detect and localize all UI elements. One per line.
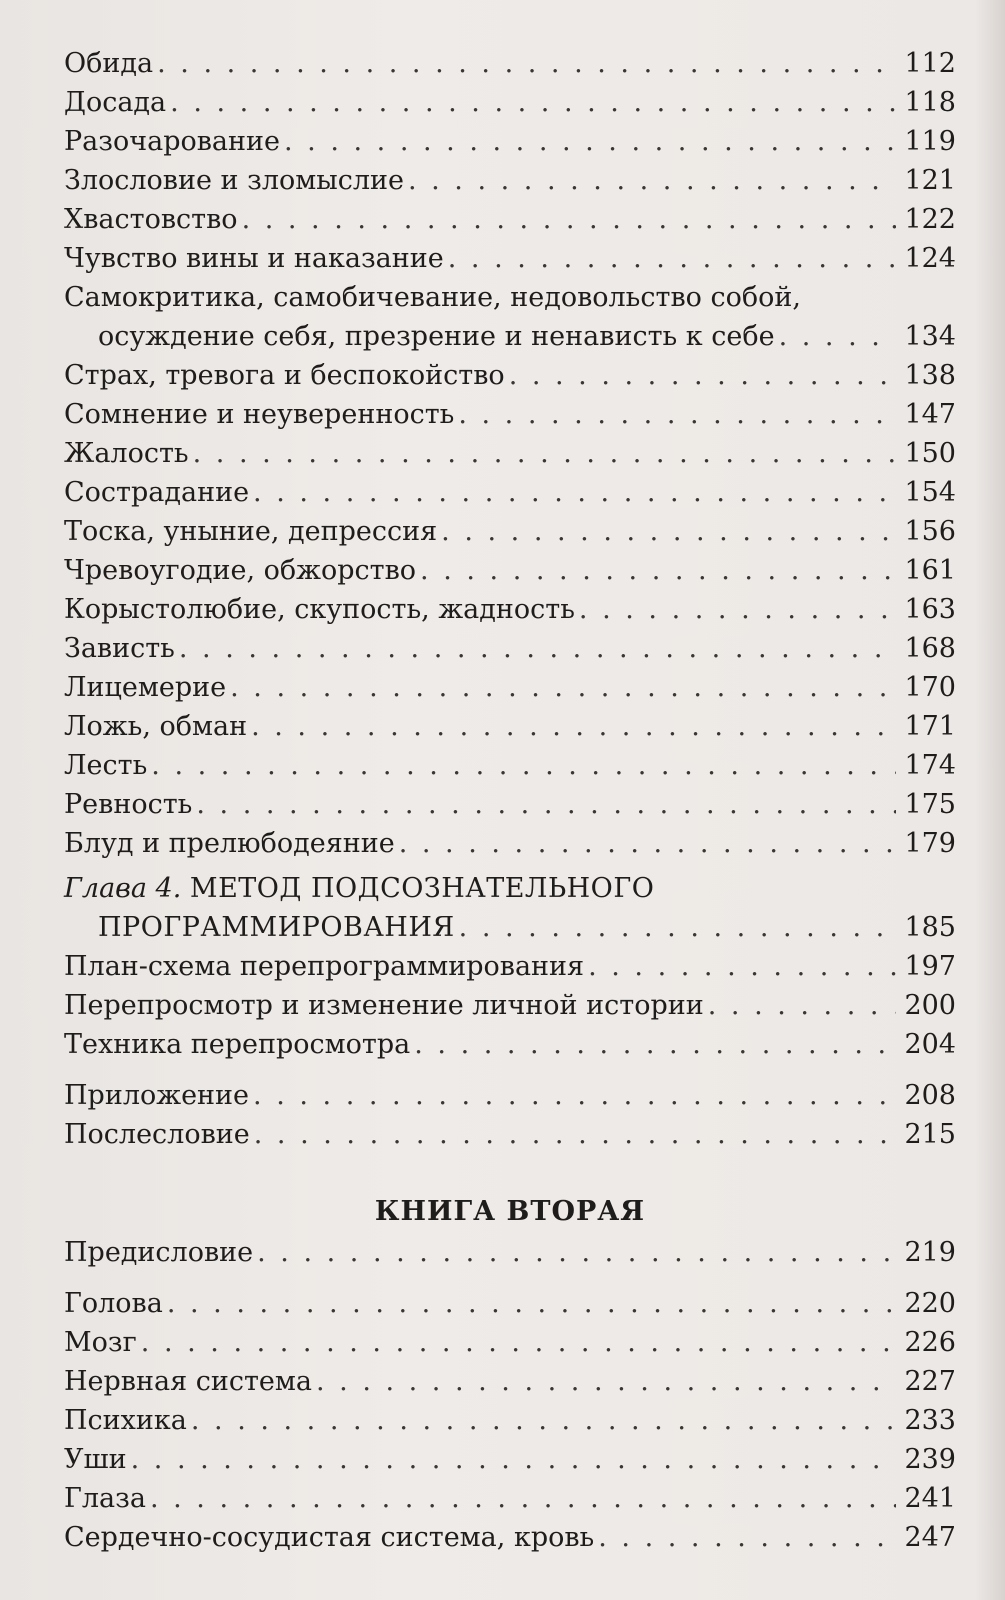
book-two-heading: КНИГА ВТОРАЯ	[374, 1196, 646, 1227]
toc-entry-page: 204	[904, 1029, 956, 1060]
dot-leader	[408, 161, 896, 200]
toc-entry-page: 174	[904, 750, 956, 781]
spine-shadow	[975, 0, 1005, 1600]
toc-entry	[64, 44, 956, 83]
dot-leader	[579, 590, 896, 629]
toc-entry	[64, 1284, 956, 1323]
toc-entry-title: Послесловие	[64, 1119, 250, 1150]
toc-entry-page: 154	[904, 477, 956, 508]
toc-entry-page: 220	[904, 1288, 956, 1319]
toc-entry-title: Тоска, уныние, депрессия	[64, 516, 438, 547]
toc-entry-title: Самокритика, самобичевание, недовольство собой,	[64, 282, 801, 313]
dot-leader	[459, 908, 896, 947]
toc-entry-title: Блуд и прелюбодеяние	[64, 828, 395, 859]
dot-leader	[254, 1115, 896, 1154]
dot-leader	[509, 356, 896, 395]
toc-entry	[64, 824, 956, 863]
dot-leader	[708, 986, 896, 1025]
toc-entry-title: Досада	[64, 87, 167, 118]
toc-entry-page: 227	[904, 1366, 956, 1397]
table-of-contents	[64, 44, 956, 1557]
toc-entry-page: 215	[904, 1119, 956, 1150]
toc-entry	[64, 1076, 956, 1115]
toc-entry-title: Лесть	[64, 750, 148, 781]
toc-entry	[64, 746, 956, 785]
toc-entry-page: 197	[904, 951, 956, 982]
toc-group-appendix	[64, 1076, 956, 1154]
toc-entry-title: Глаза	[64, 1483, 146, 1514]
toc-entry-page: 122	[904, 204, 956, 235]
toc-entry-page: 147	[904, 399, 956, 430]
toc-entry-page: 219	[904, 1237, 956, 1268]
toc-group-preface	[64, 1233, 956, 1272]
dot-leader	[170, 83, 896, 122]
dot-leader	[253, 473, 896, 512]
toc-entry-page: 161	[904, 555, 956, 586]
toc-entry	[64, 1233, 956, 1272]
chapter-heading-line2	[64, 908, 956, 947]
toc-entry-title: Перепросмотр и изменение личной истории	[64, 990, 704, 1021]
toc-entry-title: Лицемерие	[64, 672, 227, 703]
dot-leader	[253, 1076, 896, 1115]
toc-entry-page: 233	[904, 1405, 956, 1436]
toc-entry-title: Хвастовство	[64, 204, 238, 235]
dot-leader	[399, 824, 896, 863]
toc-entry	[64, 1479, 956, 1518]
chapter-heading-line1	[64, 869, 956, 908]
toc-entry-page: 226	[904, 1327, 956, 1358]
toc-entry-page: 168	[904, 633, 956, 664]
dot-leader	[179, 629, 896, 668]
toc-entry-title: Мозг	[64, 1327, 137, 1358]
toc-entry-title: Техника перепросмотра	[64, 1029, 411, 1060]
toc-entry	[64, 707, 956, 746]
toc-entry	[64, 1440, 956, 1479]
toc-entry-title: Сердечно-сосудистая система, кровь	[64, 1522, 595, 1553]
toc-entry-title: Корыстолюбие, скупость, жадность	[64, 594, 575, 625]
toc-entry	[64, 947, 956, 986]
toc-entry-title: Сомнение и неуверенность	[64, 399, 455, 430]
toc-entry-title: осуждение себя, презрение и ненависть к себе	[98, 321, 775, 352]
toc-entry-multiline	[64, 278, 956, 356]
toc-entry-page: 171	[904, 711, 956, 742]
toc-entry	[64, 122, 956, 161]
toc-entry-title: Чревоугодие, обжорство	[64, 555, 417, 586]
toc-entry-title: Голова	[64, 1288, 163, 1319]
toc-entry-page: 121	[904, 165, 956, 196]
toc-entry-title: Предисловие	[64, 1237, 254, 1268]
toc-entry-title: Злословие и зломыслие	[64, 165, 404, 196]
dot-leader	[242, 200, 896, 239]
toc-entry-line2	[64, 317, 956, 356]
toc-entry-line1	[64, 278, 956, 317]
toc-entry-page: 208	[904, 1080, 956, 1111]
toc-entry	[64, 239, 956, 278]
dot-leader	[414, 1025, 896, 1064]
toc-entry-page: 170	[904, 672, 956, 703]
toc-entry-title: Зависть	[64, 633, 175, 664]
dot-leader	[251, 707, 896, 746]
toc-entry-page: 247	[904, 1522, 956, 1553]
toc-entry-page: 163	[904, 594, 956, 625]
dot-leader	[448, 239, 896, 278]
toc-entry	[64, 629, 956, 668]
toc-entry	[64, 200, 956, 239]
dot-leader	[196, 785, 896, 824]
toc-entry	[64, 395, 956, 434]
toc-entry	[64, 473, 956, 512]
toc-entry	[64, 512, 956, 551]
dot-leader	[420, 551, 896, 590]
toc-entry-title: Жалость	[64, 438, 189, 469]
toc-group-emotions-2	[64, 356, 956, 863]
toc-entry-title: Психика	[64, 1405, 187, 1436]
toc-entry-page: 150	[904, 438, 956, 469]
toc-entry	[64, 161, 956, 200]
dot-leader	[588, 947, 896, 986]
toc-entry-title: Приложение	[64, 1080, 250, 1111]
toc-entry-page: 124	[904, 243, 956, 274]
toc-entry-title: Нервная система	[64, 1366, 312, 1397]
toc-entry-page: 239	[904, 1444, 956, 1475]
toc-entry	[64, 434, 956, 473]
dot-leader	[284, 122, 896, 161]
toc-entry-page: 175	[904, 789, 956, 820]
dot-leader	[230, 668, 896, 707]
dot-leader	[441, 512, 896, 551]
toc-entry-title: Чувство вины и наказание	[64, 243, 444, 274]
toc-entry-title: План-схема перепрограммирования	[64, 951, 585, 982]
toc-entry-page: 119	[904, 126, 956, 157]
dot-leader	[316, 1362, 896, 1401]
dot-leader	[458, 395, 896, 434]
dot-leader	[598, 1518, 896, 1557]
toc-entry	[64, 83, 956, 122]
toc-entry	[64, 785, 956, 824]
chapter-label: Глава 4.	[64, 873, 182, 904]
toc-entry-title: Обида	[64, 48, 154, 79]
toc-entry	[64, 590, 956, 629]
toc-group-body-parts	[64, 1284, 956, 1557]
toc-entry-title: Разочарование	[64, 126, 280, 157]
toc-entry	[64, 668, 956, 707]
dot-leader	[150, 1479, 896, 1518]
toc-entry-page: 156	[904, 516, 956, 547]
toc-entry-page: 134	[904, 321, 956, 352]
toc-entry	[64, 1401, 956, 1440]
chapter-title-line2: ПРОГРАММИРОВАНИЯ	[98, 912, 455, 943]
toc-entry-title: Ложь, обман	[64, 711, 248, 742]
toc-entry	[64, 1025, 956, 1064]
dot-leader	[167, 1284, 896, 1323]
toc-entry-page: 179	[904, 828, 956, 859]
dot-leader	[157, 44, 896, 83]
toc-entry	[64, 551, 956, 590]
chapter-page: 185	[904, 912, 956, 943]
toc-entry	[64, 356, 956, 395]
dot-leader	[193, 434, 896, 473]
toc-entry-page: 118	[904, 87, 956, 118]
toc-entry-page: 241	[904, 1483, 956, 1514]
dot-leader	[191, 1401, 896, 1440]
chapter-title-line1: МЕТОД ПОДСОЗНАТЕЛЬНОГО	[189, 873, 655, 904]
dot-leader	[131, 1440, 896, 1479]
toc-chapter-4	[64, 869, 956, 947]
dot-leader	[151, 746, 896, 785]
toc-entry-title: Страх, тревога и беспокойство	[64, 360, 505, 391]
dot-leader	[257, 1233, 896, 1272]
toc-entry-title: Ревность	[64, 789, 193, 820]
toc-entry	[64, 1518, 956, 1557]
toc-entry-page: 200	[904, 990, 956, 1021]
toc-group-emotions-1	[64, 44, 956, 278]
toc-entry	[64, 1362, 956, 1401]
toc-entry	[64, 1115, 956, 1154]
dot-leader	[141, 1323, 896, 1362]
toc-entry-title: Уши	[64, 1444, 127, 1475]
toc-entry-title: Сострадание	[64, 477, 250, 508]
toc-entry	[64, 1323, 956, 1362]
toc-group-chapter4-sections	[64, 947, 956, 1064]
toc-entry-page: 138	[904, 360, 956, 391]
toc-entry-page: 112	[904, 48, 956, 79]
dot-leader	[779, 317, 896, 356]
toc-entry	[64, 986, 956, 1025]
